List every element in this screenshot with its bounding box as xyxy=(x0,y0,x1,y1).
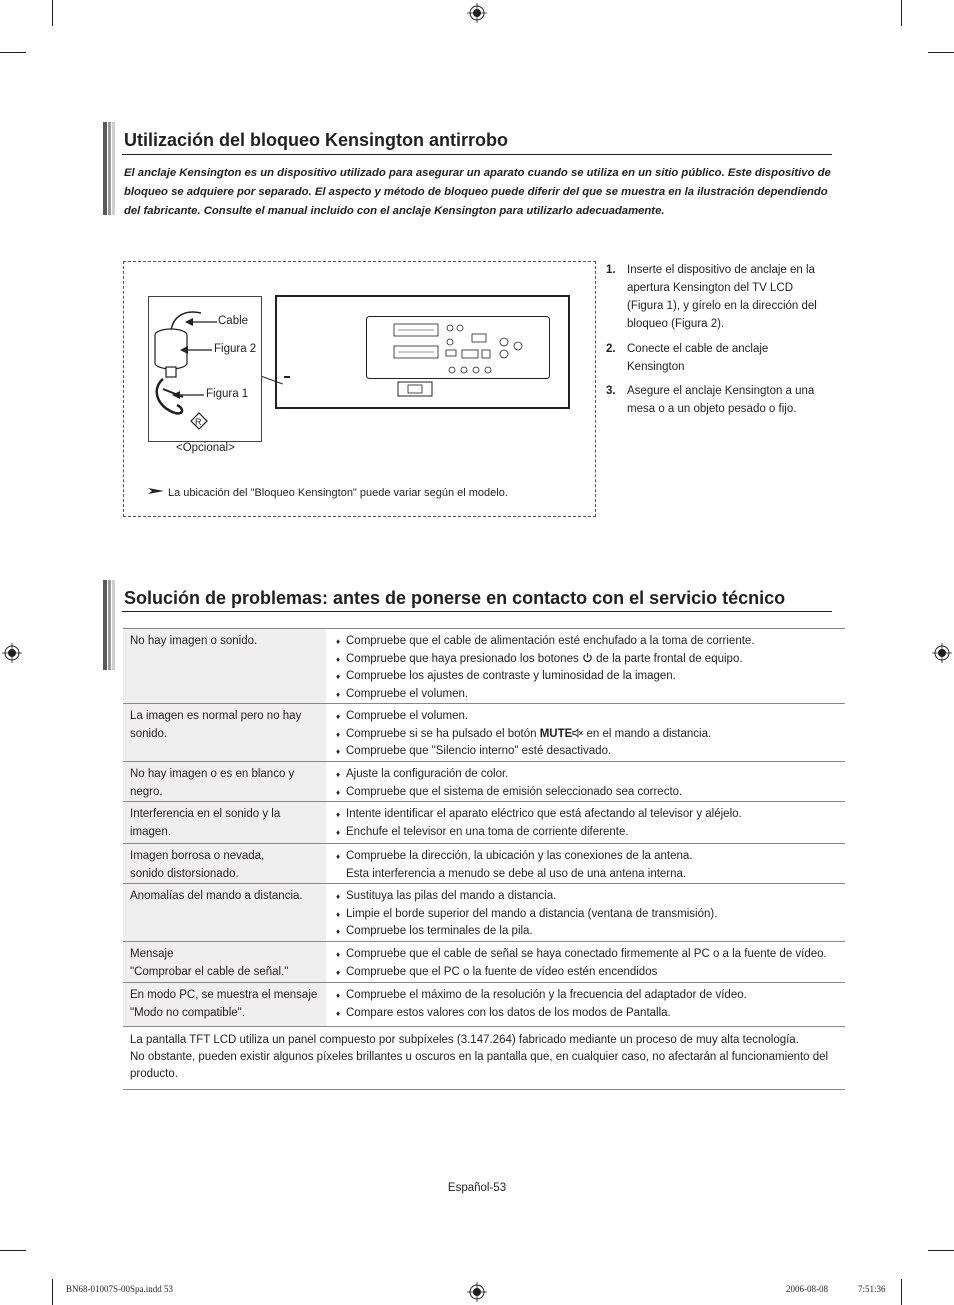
solution-text: Compruebe que haya presionado los botones xyxy=(346,652,579,665)
problem-cell: No hay imagen o es en blanco y negro. xyxy=(123,762,326,801)
problem-cell: Anomalías del mando a distancia. xyxy=(123,884,326,941)
lcd-pixel-note xyxy=(123,1027,845,1090)
solution-item: ♦ Compruebe que el PC o la fuente de vídeo estén encendidos xyxy=(336,964,839,982)
table-row xyxy=(123,942,845,983)
section-title-kensington: Utilización del bloqueo Kensington antirrobo xyxy=(124,130,508,150)
step-3 xyxy=(606,382,826,418)
kensington-slot xyxy=(284,376,290,378)
registration-mark-icon xyxy=(932,643,952,663)
solution-item: ♦ Compruebe el volumen. xyxy=(336,708,839,726)
problem-line: "Comprobar el cable de señal." xyxy=(130,965,289,978)
solution-cell xyxy=(326,629,845,703)
step-number: 3. xyxy=(606,385,616,397)
step-number: 2. xyxy=(606,343,616,355)
crop-mark xyxy=(52,0,53,26)
solution-item: ♦ Sustituya las pilas del mando a distancia. xyxy=(336,888,839,906)
section-bar xyxy=(103,580,115,670)
label-optional: <Opcional> xyxy=(176,442,235,454)
problem-line: Imagen borrosa o nevada, xyxy=(130,850,265,862)
solution-item: ♦ Compruebe la dirección, la ubicación y las conexiones de la antena. xyxy=(336,848,839,866)
kensington-intro: El anclaje Kensington es un dispositivo utilizado para asegurar un aparato cuando se utiliza en un sitio público. Este dispositivo de bloqueo se adquiere por separado. El aspecto y método de bloqueo puede diferir del que se muestra en la ilustración dependiendo del fabricante. Consulte el manual incluido con el anclaje Kensington para utilizarlo adecuadamente. xyxy=(124,167,831,217)
solution-cell xyxy=(326,983,845,1026)
note-arrow-icon xyxy=(148,486,164,496)
step-text: Conecte el cable de anclaje Kensington xyxy=(627,343,769,373)
crop-mark xyxy=(928,1250,954,1251)
solution-continuation: Esta interferencia a menudo se debe al uso de una antena interna. xyxy=(346,867,687,880)
solution-cell xyxy=(326,942,845,982)
power-icon xyxy=(582,652,593,663)
step-text: Inserte el dispositivo de anclaje en la apertura Kensington del TV LCD (Figura 1), y gírelo en la dirección del bloqueo (Figura 2). xyxy=(627,264,817,330)
mute-label: MUTE xyxy=(539,727,573,740)
section-title-troubleshooting: Solución de problemas: antes de ponerse en contacto con el servicio técnico xyxy=(124,588,786,608)
section-bar xyxy=(103,122,115,215)
arrow-icon xyxy=(185,316,217,328)
solution-text: Compruebe si se ha pulsado el botón xyxy=(346,727,537,740)
crop-mark xyxy=(0,52,26,53)
arrow-icon xyxy=(180,344,212,356)
crop-mark xyxy=(928,52,954,53)
figure-note: La ubicación del "Bloqueo Kensington" puede variar según el modelo. xyxy=(168,487,508,499)
problem-cell xyxy=(123,942,326,982)
page-number: Español-53 xyxy=(447,1182,507,1194)
problem-line: sonido distorsionado. xyxy=(130,867,239,880)
step-text: Asegure el anclaje Kensington a una mesa o a un objeto pesado o fijo. xyxy=(627,385,815,415)
tv-connector-panel-icon xyxy=(366,316,550,398)
solution-cell xyxy=(326,844,845,883)
table-row xyxy=(123,629,845,704)
solution-item: ♦ Ajuste la configuración de color. xyxy=(336,766,839,784)
slug-file: BN68-01007S-00Spa.indd 53 xyxy=(66,1284,174,1294)
step-2 xyxy=(606,340,826,376)
section-rule xyxy=(122,611,832,612)
table-row xyxy=(123,844,845,884)
problem-cell: En modo PC, se muestra el mensaje "Modo no compatible". xyxy=(123,983,326,1026)
slug-time: 7:51:36 xyxy=(858,1284,886,1294)
svg-text:R: R xyxy=(195,417,202,427)
problem-cell: No hay imagen o sonido. xyxy=(123,629,326,703)
problem-cell xyxy=(123,844,326,883)
solution-item: ♦ Compare estos valores con los datos de los modos de Pantalla. xyxy=(336,1005,839,1023)
table-row xyxy=(123,884,845,942)
arrow-icon xyxy=(172,389,204,401)
note-line: La pantalla TFT LCD utiliza un panel compuesto por subpíxeles (3.147.264) fabricado mediante un proceso de muy alta tecnología. xyxy=(130,1034,799,1046)
solution-item: ♦ Limpie el borde superior del mando a distancia (ventana de transmisión). xyxy=(336,906,839,924)
solution-item: ♦ Compruebe los terminales de la pila. xyxy=(336,923,839,941)
label-cable: Cable xyxy=(218,315,249,327)
section-rule xyxy=(122,154,832,155)
table-row xyxy=(123,704,845,762)
solution-cell xyxy=(326,762,845,801)
solution-item: ♦ Compruebe el máximo de la resolución y la frecuencia del adaptador de vídeo. xyxy=(336,987,839,1005)
note-line: No obstante, pueden existir algunos píxeles brillantes u oscuros en la pantalla que, en cualquier caso, no afectarán al funcionamiento del producto. xyxy=(130,1051,829,1080)
solution-item: ♦ Compruebe los ajustes de contraste y luminosidad de la imagen. xyxy=(336,668,839,686)
table-row xyxy=(123,802,845,844)
solution-text: de la parte frontal de equipo. xyxy=(596,652,743,665)
slug-date: 2006-08-08 xyxy=(786,1284,828,1294)
solution-item xyxy=(336,726,839,744)
solution-item: ♦ Compruebe el volumen. xyxy=(336,686,839,704)
step-number: 1. xyxy=(606,264,616,276)
solution-cell xyxy=(326,884,845,941)
solution-text: en el mando a distancia. xyxy=(586,727,712,740)
table-row xyxy=(123,983,845,1027)
registration-mark-icon xyxy=(467,1282,487,1302)
crop-mark xyxy=(52,1279,53,1305)
problem-cell: Interferencia en el sonido y la imagen. xyxy=(123,802,326,843)
problem-line: Mensaje xyxy=(130,948,174,960)
problem-cell: La imagen es normal pero no hay sonido. xyxy=(123,704,326,761)
step-1 xyxy=(606,261,826,333)
crop-mark xyxy=(901,0,902,26)
solution-item xyxy=(336,651,839,669)
solution-cell xyxy=(326,802,845,843)
solution-item: ♦ Compruebe que el cable de señal se haya conectado firmemente al PC o a la fuente de vídeo. xyxy=(336,946,839,964)
solution-item: ♦ Compruebe que "Silencio interno" esté desactivado. xyxy=(336,743,839,761)
registration-mark-icon xyxy=(2,643,22,663)
table-row xyxy=(123,762,845,802)
solution-item: ♦ Compruebe que el cable de alimentación esté enchufado a la toma de corriente. xyxy=(336,633,839,651)
crop-mark xyxy=(0,1250,26,1251)
label-figura-1: Figura 1 xyxy=(206,388,249,400)
mute-icon xyxy=(572,728,583,738)
label-figura-2: Figura 2 xyxy=(214,343,257,355)
troubleshooting-table xyxy=(123,628,845,1090)
solution-item: ♦ Enchufe el televisor en una toma de corriente diferente. xyxy=(336,824,839,842)
crop-mark xyxy=(901,1279,902,1305)
solution-item: ♦ Intente identificar el aparato eléctrico que está afectando al televisor y aléjelo. xyxy=(336,806,839,824)
solution-item: ♦ Compruebe que el sistema de emisión seleccionado sea correcto. xyxy=(336,784,839,802)
solution-cell xyxy=(326,704,845,761)
registration-mark-icon xyxy=(467,3,487,23)
